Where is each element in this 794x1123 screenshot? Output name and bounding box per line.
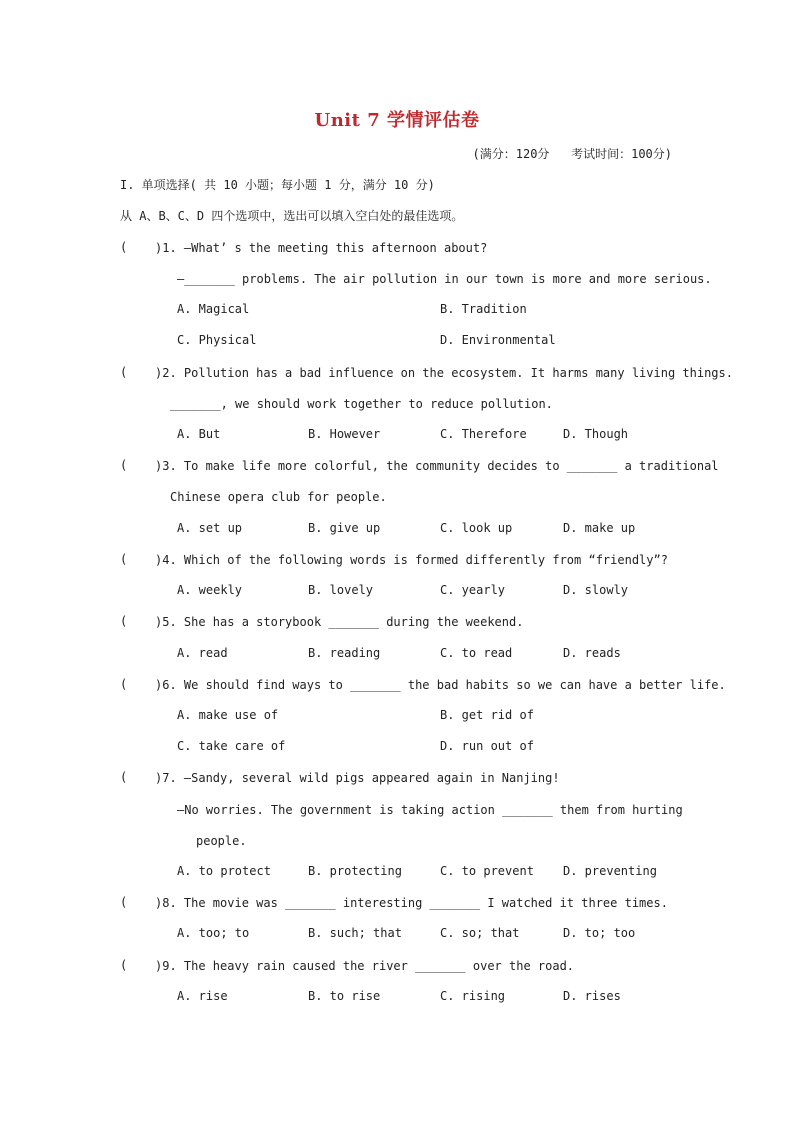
question-stem: )9. The heavy rain caused the river _______ over the road. bbox=[155, 959, 575, 973]
option-choice: D. run out of bbox=[440, 739, 534, 753]
option-choice: D. preventing bbox=[563, 864, 657, 878]
option-choice: C. Therefore bbox=[440, 427, 527, 441]
answer-bracket: ( bbox=[120, 677, 128, 691]
option-choice: A. read bbox=[177, 646, 228, 660]
option-choice: C. take care of bbox=[177, 739, 286, 753]
option-choice: A. weekly bbox=[177, 583, 243, 597]
option-choice: D. rises bbox=[563, 989, 621, 1003]
question-continuation: people. bbox=[196, 834, 247, 848]
option-choice: A. rise bbox=[177, 989, 228, 1003]
section-instruction: 从 A、B、C、D 四个选项中，选出可以填入空白处的最佳选项。 bbox=[120, 209, 464, 223]
option-choice: D. Though bbox=[563, 427, 629, 441]
question-continuation: —_______ problems. The air pollution in our town is more and more serious. bbox=[177, 272, 712, 286]
option-choice: C. to prevent bbox=[440, 864, 534, 878]
option-choice: C. rising bbox=[440, 989, 506, 1003]
answer-bracket: ( bbox=[120, 958, 128, 972]
option-choice: C. look up bbox=[440, 521, 513, 535]
option-choice: B. to rise bbox=[308, 989, 381, 1003]
question-continuation: —No worries. The government is taking action _______ them from hurting bbox=[177, 803, 683, 817]
answer-bracket: ( bbox=[120, 240, 128, 254]
exam-meta: (满分：120分 考试时间：100分) bbox=[472, 147, 672, 161]
option-choice: B. such; that bbox=[308, 926, 402, 940]
option-choice: C. so; that bbox=[440, 926, 520, 940]
option-choice: C. Physical bbox=[177, 333, 257, 347]
option-choice: D. slowly bbox=[563, 583, 629, 597]
option-choice: A. set up bbox=[177, 521, 243, 535]
option-choice: D. Environmental bbox=[440, 333, 556, 347]
question-stem: )4. Which of the following words is formed differently from “friendly”? bbox=[155, 553, 668, 567]
option-choice: B. Tradition bbox=[440, 302, 527, 316]
option-choice: B. protecting bbox=[308, 864, 402, 878]
answer-bracket: ( bbox=[120, 614, 128, 628]
answer-bracket: ( bbox=[120, 458, 128, 472]
section-heading: I. 单项选择( 共 10 小题；每小题 1 分，满分 10 分) bbox=[120, 178, 435, 192]
option-choice: B. However bbox=[308, 427, 381, 441]
question-stem: )5. She has a storybook _______ during the weekend. bbox=[155, 615, 524, 629]
question-continuation: _______, we should work together to reduce pollution. bbox=[170, 397, 553, 411]
option-choice: A. too; to bbox=[177, 926, 250, 940]
question-stem: )6. We should find ways to _______ the bad habits so we can have a better life. bbox=[155, 678, 726, 692]
question-stem: )8. The movie was _______ interesting _______ I watched it three times. bbox=[155, 896, 668, 910]
option-choice: C. to read bbox=[440, 646, 513, 660]
question-stem: )2. Pollution has a bad influence on the ecosystem. It harms many living things. bbox=[155, 366, 733, 380]
option-choice: B. give up bbox=[308, 521, 381, 535]
option-choice: B. reading bbox=[308, 646, 381, 660]
option-choice: B. lovely bbox=[308, 583, 374, 597]
option-choice: A. Magical bbox=[177, 302, 250, 316]
question-stem: )7. —Sandy, several wild pigs appeared again in Nanjing! bbox=[155, 771, 560, 785]
page-title: Unit 7 学情评估卷 bbox=[314, 110, 480, 131]
option-choice: A. make use of bbox=[177, 708, 279, 722]
answer-bracket: ( bbox=[120, 770, 128, 784]
option-choice: D. to; too bbox=[563, 926, 636, 940]
option-choice: D. reads bbox=[563, 646, 621, 660]
question-stem: )3. To make life more colorful, the community decides to _______ a traditional bbox=[155, 459, 719, 473]
answer-bracket: ( bbox=[120, 552, 128, 566]
answer-bracket: ( bbox=[120, 365, 128, 379]
question-stem: )1. —What’ s the meeting this afternoon about? bbox=[155, 241, 488, 255]
option-choice: A. But bbox=[177, 427, 221, 441]
answer-bracket: ( bbox=[120, 895, 128, 909]
option-choice: D. make up bbox=[563, 521, 636, 535]
option-choice: A. to protect bbox=[177, 864, 271, 878]
option-choice: C. yearly bbox=[440, 583, 506, 597]
question-continuation: Chinese opera club for people. bbox=[170, 490, 387, 504]
option-choice: B. get rid of bbox=[440, 708, 534, 722]
